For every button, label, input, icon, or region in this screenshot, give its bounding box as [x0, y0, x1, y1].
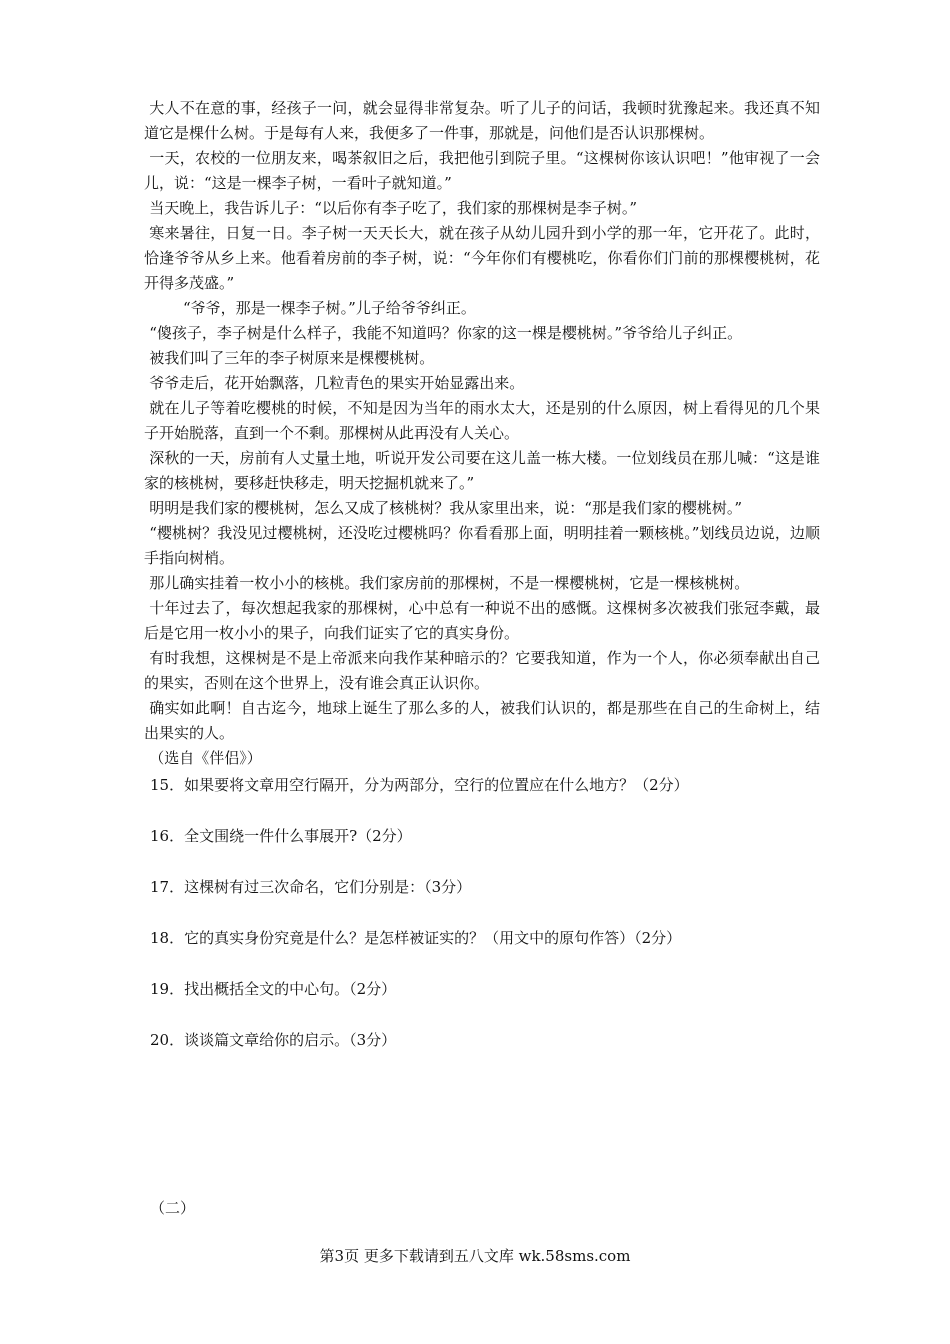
article-paragraphs [144, 96, 820, 746]
article-paragraph: 当天晚上，我告诉儿子：“以后你有李子吃了，我们家的那棵树是李子树。” [149, 199, 638, 217]
page-footer: 第3页 更多下载请到五八文库 wk.58sms.com [319, 1247, 631, 1265]
article-paragraph: 确实如此啊！自古迄今，地球上诞生了那么多的人，被我们认识的，都是那些在自己的生命树上，结出果实的人。 [144, 699, 820, 742]
article-paragraph: 就在儿子等着吃樱桃的时候，不知是因为当年的雨水太大，还是别的什么原因，树上看得见的几个果子开始脱落，直到一个不剩。那棵树从此再没有人关心。 [144, 399, 820, 442]
article-paragraph: “爷爷，那是一棵李子树。”儿子给爷爷纠正。 [183, 299, 476, 317]
question-list [144, 773, 820, 1053]
article-paragraph: 深秋的一天，房前有人丈量土地，听说开发公司要在这儿盖一栋大楼。一位划线员在那儿喊：“这是谁家的核桃树，要移赶快移走，明天挖掘机就来了。” [144, 449, 820, 492]
question-item: 20．谈谈篇文章给你的启示。（3分） [150, 1031, 397, 1049]
article-source: （选自《伴侣》） [149, 749, 262, 767]
question-item: 18．它的真实身份究竟是什么？是怎样被证实的？（用文中的原句作答）（2分） [150, 929, 682, 947]
article-body [144, 96, 820, 1079]
article-paragraph: 明明是我们家的樱桃树，怎么又成了核桃树？我从家里出来，说：“那是我们家的樱桃树。” [149, 499, 743, 517]
question-item: 17．这棵树有过三次命名，它们分别是：（3分） [150, 878, 472, 896]
section-marker: （二） [150, 1199, 196, 1217]
question-item: 15．如果要将文章用空行隔开，分为两部分，空行的位置应在什么地方？（2分） [150, 776, 689, 794]
article-paragraph: 一天，农校的一位朋友来，喝茶叙旧之后，我把他引到院子里。“这棵树你该认识吧！”他审视了一会儿，说：“这是一棵李子树，一看叶子就知道。” [144, 149, 820, 192]
article-paragraph: 大人不在意的事，经孩子一问，就会显得非常复杂。听了儿子的问话，我顿时犹豫起来。我还真不知道它是棵什么树。于是每有人来，我便多了一件事，那就是，问他们是否认识那棵树。 [144, 99, 820, 142]
article-paragraph: “傻孩子，李子树是什么样子，我能不知道吗？你家的这一棵是樱桃树。”爷爷给儿子纠正。 [149, 324, 743, 342]
article-paragraph: 那儿确实挂着一枚小小的核桃。我们家房前的那棵树，不是一棵樱桃树，它是一棵核桃树。 [149, 574, 750, 592]
question-item: 19．找出概括全文的中心句。（2分） [150, 980, 397, 998]
article-paragraph: 被我们叫了三年的李子树原来是棵樱桃树。 [149, 349, 435, 367]
article-paragraph: “樱桃树？我没见过樱桃树，还没吃过樱桃吗？你看看那上面，明明挂着一颗核桃。”划线员边说，边顺手指向树梢。 [144, 524, 820, 567]
article-paragraph: 十年过去了，每次想起我家的那棵树，心中总有一种说不出的感慨。这棵树多次被我们张冠李戴，最后是它用一枚小小的果子，向我们证实了它的真实身份。 [144, 599, 820, 642]
article-paragraph: 有时我想，这棵树是不是上帝派来向我作某种暗示的？它要我知道，作为一个人，你必须奉献出自己的果实，否则在这个世界上，没有谁会真正认识你。 [144, 649, 820, 692]
question-item: 16．全文围绕一件什么事展开?（2分） [150, 827, 412, 845]
article-paragraph: 寒来暑往，日复一日。李子树一天天长大，就在孩子从幼儿园升到小学的那一年，它开花了。此时，恰逢爷爷从乡上来。他看着房前的李子树，说：“今年你们有樱桃吃，你看你们门前的那棵樱桃树，花开得多茂盛。” [144, 224, 820, 292]
article-paragraph: 爷爷走后，花开始飘落，几粒青色的果实开始显露出来。 [149, 374, 525, 392]
